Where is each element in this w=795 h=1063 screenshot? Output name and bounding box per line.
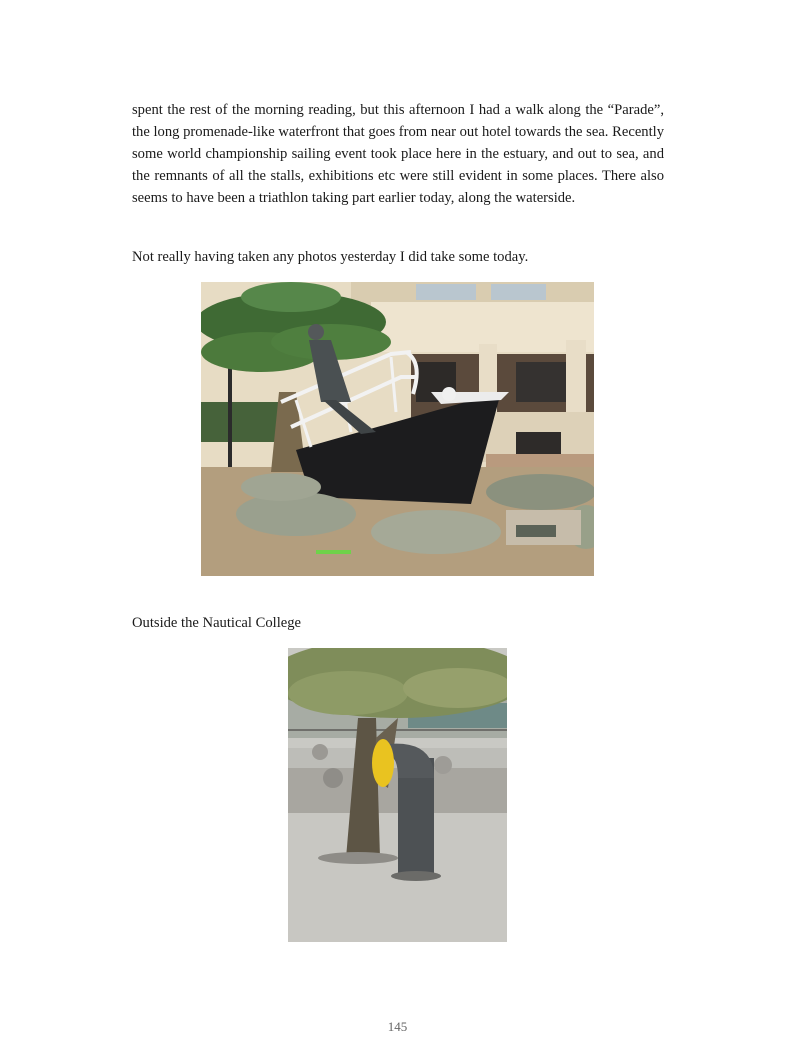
- body-paragraph-2: Not really having taken any photos yesterday I did take some today.: [132, 249, 529, 265]
- photo-vent-pipe: [288, 648, 507, 942]
- photo-caption: Outside the Nautical College: [132, 615, 301, 631]
- page-number: 145: [387, 1019, 408, 1034]
- photo-ship-sculpture: [201, 282, 594, 576]
- body-paragraph-1: spent the rest of the morning reading, but this afternoon I had a walk along the “Parade”, the long promenade-like waterfront that goes from near out hotel towards the sea. Recently some world championship sailing event took place here in the estuary, and out to sea, and the remnants of all the stalls, exhibitions etc were still evident in some places. There also seems to have been a triathlon taking part earlier today, along the waterside.: [132, 102, 664, 206]
